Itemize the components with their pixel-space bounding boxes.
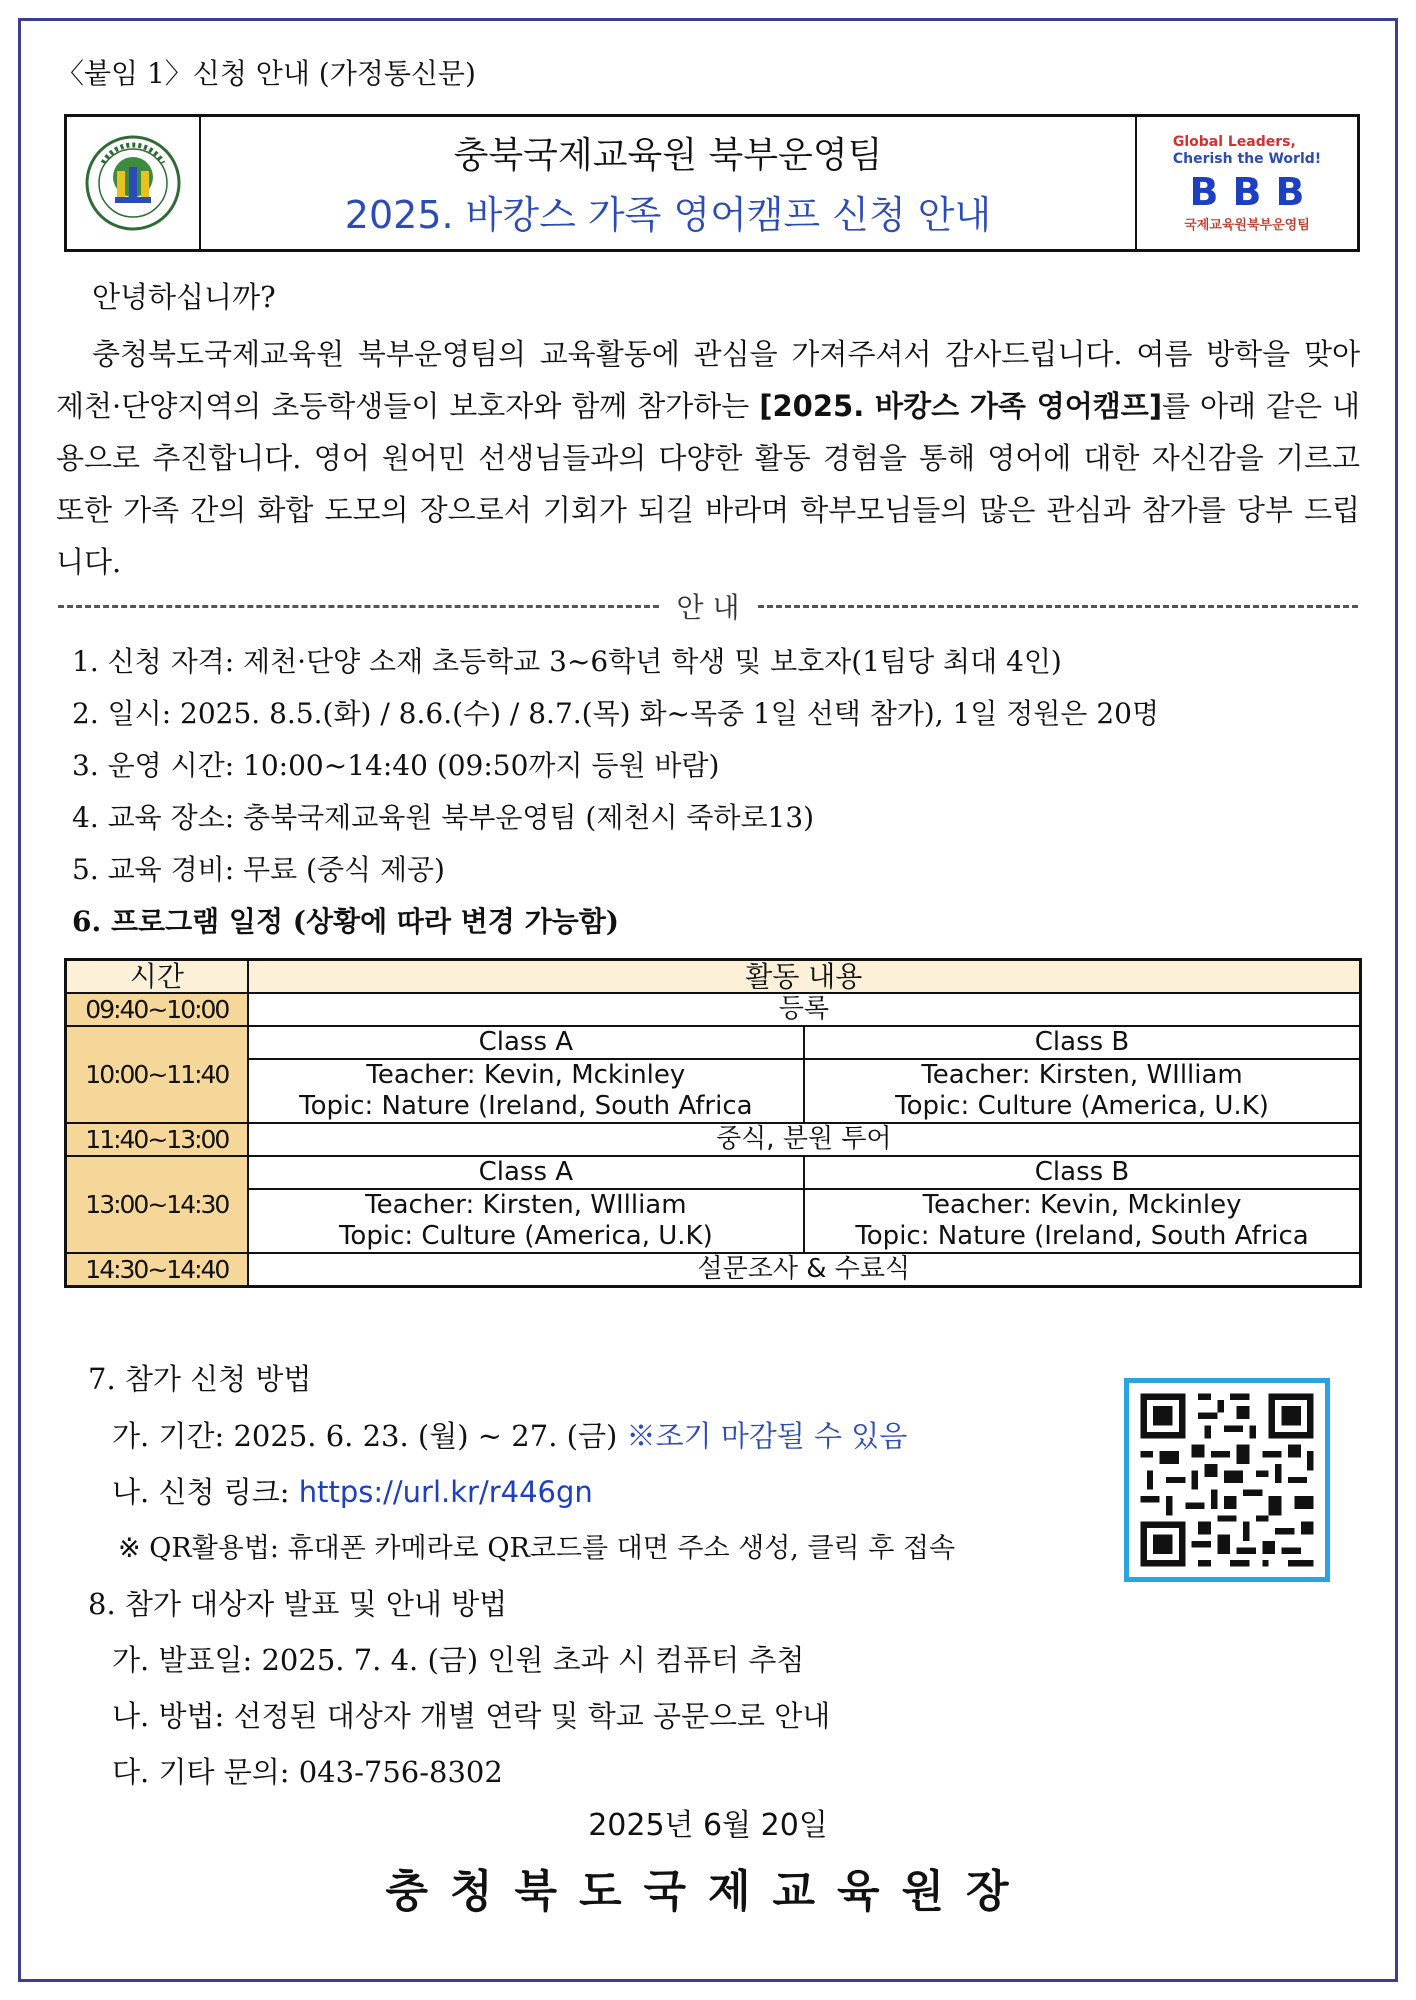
time-cell: 09:40~10:00	[66, 993, 248, 1026]
qr-note: ※ QR활용법: 휴대폰 카메라로 QR코드를 대면 주소 생성, 클릭 후 접속	[118, 1533, 956, 1564]
class-a-cell: Class A	[248, 1156, 804, 1189]
class-a-detail	[248, 1189, 804, 1253]
class-b-detail	[804, 1059, 1360, 1123]
teacher-text: Teacher: Kevin, Mckinley	[366, 1060, 686, 1090]
bbb-slogan-line2: Cherish the World!	[1172, 150, 1322, 167]
document-date: 2025년 6월 20일	[588, 1808, 828, 1843]
table-row	[66, 1123, 1361, 1156]
announce-heading: 8. 참가 대상자 발표 및 안내 방법	[88, 1587, 508, 1621]
qr-code-icon[interactable]	[1124, 1378, 1330, 1582]
col-time-header: 시간	[66, 960, 248, 994]
info-item-2: 2. 일시: 2025. 8.5.(화) / 8.6.(수) / 8.7.(목) 화~목중 1일 선택 참가), 1일 정원은 20명	[72, 697, 1160, 730]
table-row	[66, 1189, 1361, 1253]
time-cell: 13:00~14:30	[66, 1156, 248, 1253]
table-row	[66, 1059, 1361, 1123]
class-b-detail	[804, 1189, 1360, 1253]
time-cell: 11:40~13:00	[66, 1123, 248, 1156]
announce-item-2: 나. 방법: 선정된 대상자 개별 연락 및 학교 공문으로 안내	[112, 1699, 831, 1733]
apply-period-text: 가. 기간: 2025. 6. 23. (월) ~ 27. (금)	[112, 1419, 627, 1453]
divider-label: 안 내	[676, 591, 740, 624]
info-item-6: 6. 프로그램 일정 (상황에 따라 변경 가능함)	[72, 905, 619, 938]
announce-item-3: 다. 기타 문의: 043-756-8302	[112, 1755, 503, 1789]
table-row	[66, 1026, 1361, 1059]
header-title-line1: 충북국제교육원 북부운영팀	[453, 135, 883, 176]
class-a-detail	[248, 1059, 804, 1123]
institute-logo-icon	[67, 117, 201, 249]
section-divider	[58, 586, 1358, 626]
topic-text: Topic: Nature (Ireland, South Africa	[299, 1091, 753, 1121]
bbb-logo	[1135, 117, 1357, 249]
schedule-table	[64, 958, 1362, 1288]
class-b-cell: Class B	[804, 1026, 1360, 1059]
header-title	[201, 117, 1135, 249]
table-row	[66, 1156, 1361, 1189]
header-box	[64, 114, 1360, 252]
col-activity-header: 활동 내용	[248, 960, 1361, 994]
class-a-cell: Class A	[248, 1026, 804, 1059]
table-row	[66, 1253, 1361, 1287]
time-cell: 14:30~14:40	[66, 1253, 248, 1287]
table-row	[66, 993, 1361, 1026]
bbb-letters: BBB	[1189, 169, 1319, 214]
activity-cell: 중식, 분원 투어	[248, 1123, 1361, 1156]
apply-link-label: 나. 신청 링크:	[112, 1475, 299, 1509]
info-item-4: 4. 교육 장소: 충북국제교육원 북부운영팀 (제천시 죽하로13)	[72, 801, 815, 834]
teacher-text: Teacher: Kevin, Mckinley	[922, 1190, 1242, 1220]
apply-link[interactable]: https://url.kr/r446gn	[298, 1475, 593, 1509]
intro-text-2: 를 아래 같은 내용으로 추진합니다. 영어 원어민 선생님들과의 다양한 활동 경험을 통해 영어에 대한 자신감을 기르고 또한 가족 간의 화합 도모의 장으로서 기회가 되길 바라며 학부모님들의 많은 관심과 참가를 당부 드립니다.	[56, 389, 1360, 579]
time-cell: 10:00~11:40	[66, 1026, 248, 1123]
table-row	[66, 960, 1361, 994]
apply-period	[112, 1414, 907, 1455]
intro-paragraph	[56, 328, 1360, 588]
activity-cell: 등록	[248, 993, 1361, 1026]
info-item-5: 5. 교육 경비: 무료 (중식 제공)	[72, 853, 445, 886]
teacher-text: Teacher: Kirsten, WIlliam	[921, 1060, 1243, 1090]
bbb-subtitle: 국제교육원북부운영팀	[1184, 217, 1310, 233]
header-title-line2: 2025. 바캉스 가족 영어캠프 신청 안내	[344, 193, 992, 237]
intro-bold: [2025. 바캉스 가족 영어캠프]	[759, 389, 1163, 423]
teacher-text: Teacher: Kirsten, WIlliam	[365, 1190, 687, 1220]
organization-name: 충청북도국제교육원장	[385, 1866, 1031, 1917]
class-b-cell: Class B	[804, 1156, 1360, 1189]
info-item-1: 1. 신청 자격: 제천·단양 소재 초등학교 3~6학년 학생 및 보호자(1팀당 최대 4인)	[72, 645, 1062, 678]
early-close-note: ※조기 마감될 수 있음	[626, 1419, 908, 1453]
topic-text: Topic: Culture (America, U.K)	[895, 1091, 1269, 1121]
info-item-3: 3. 운영 시간: 10:00~14:40 (09:50까지 등원 바람)	[72, 749, 720, 782]
apply-heading: 7. 참가 신청 방법	[88, 1362, 312, 1396]
apply-link-line	[112, 1470, 593, 1511]
activity-cell: 설문조사 & 수료식	[248, 1253, 1361, 1287]
topic-text: Topic: Nature (Ireland, South Africa	[855, 1221, 1309, 1251]
announce-item-1: 가. 발표일: 2025. 7. 4. (금) 인원 초과 시 컴퓨터 추첨	[112, 1643, 805, 1677]
attachment-label: 〈붙임 1〉신청 안내 (가정통신문)	[56, 57, 476, 90]
greeting: 안녕하십니까?	[92, 280, 276, 314]
bbb-slogan-line1: Global Leaders,	[1172, 133, 1296, 150]
intro-text-1: 충청북도국제교육원 북부운영팀의 교육활동에 관심을 가져주셔서 감사드립니다. 여름 방학을 맞아 제천·단양지역의 초등학생들이 보호자와 함께 참가하는	[56, 337, 1360, 423]
topic-text: Topic: Culture (America, U.K)	[338, 1221, 713, 1251]
